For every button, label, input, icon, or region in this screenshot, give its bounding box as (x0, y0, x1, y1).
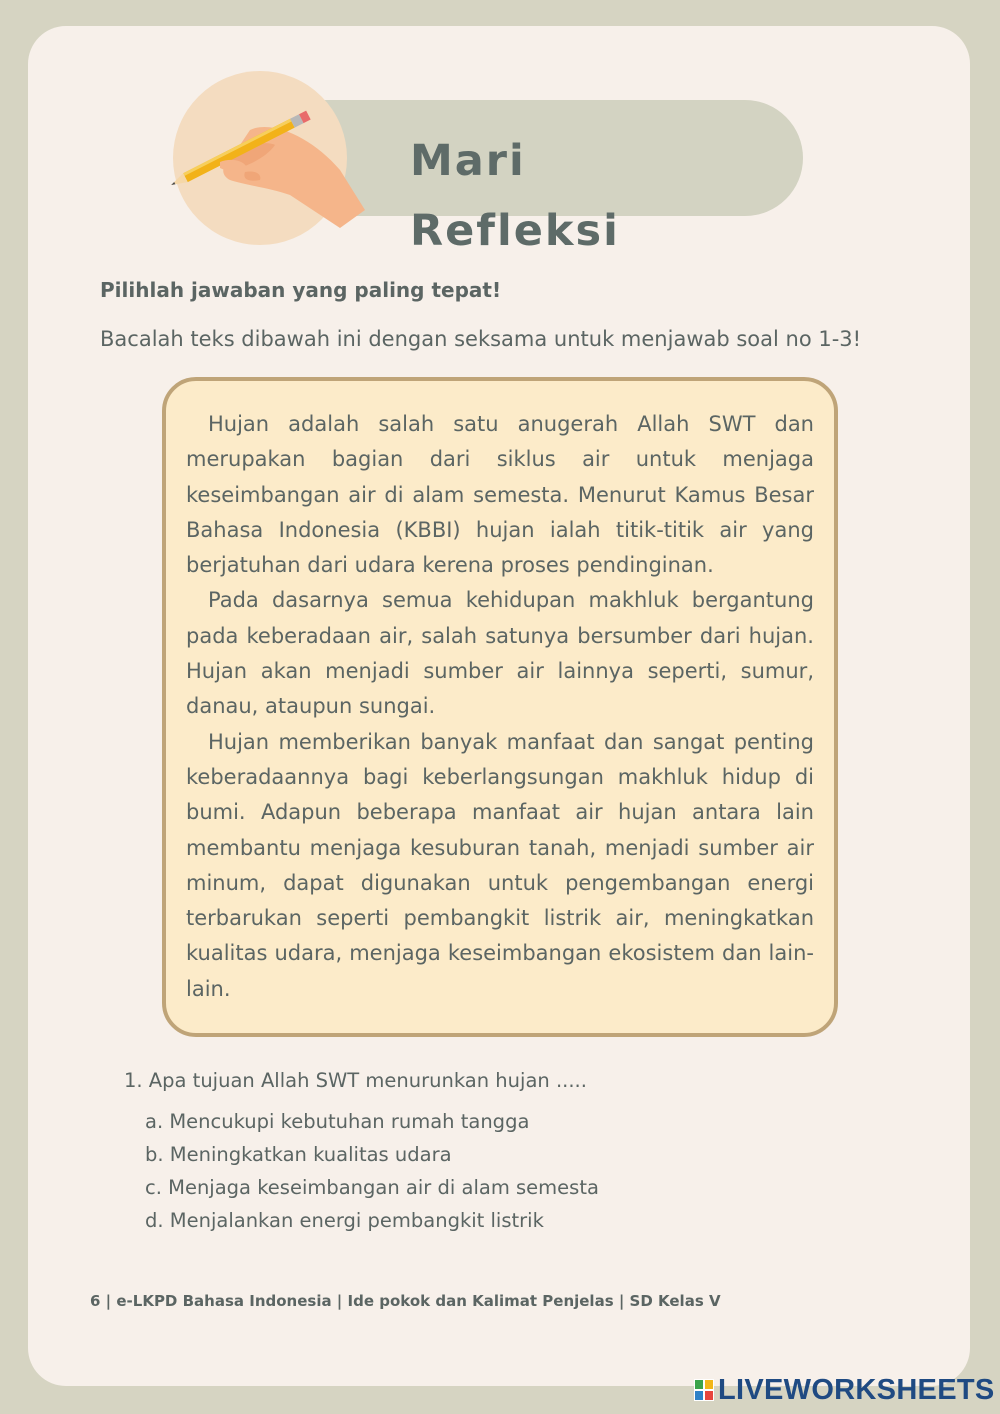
liveworksheets-brand[interactable] (694, 1370, 995, 1410)
logo-square (694, 1379, 704, 1390)
hand-writing-with-pencil-icon (150, 100, 370, 240)
page-footer: 6 | e-LKPD Bahasa Indonesia | Ide pokok dan Kalimat Penjelas | SD Kelas V (90, 1292, 721, 1310)
brand-name: LIVEWORKSHEETS (718, 1373, 995, 1406)
logo-square (694, 1390, 704, 1401)
liveworksheets-logo-icon (694, 1379, 714, 1401)
page-title: Mari Refleksi (410, 136, 620, 256)
instruction-text: Pilihlah jawaban yang paling tepat! (100, 278, 502, 302)
reading-passage-box (162, 377, 838, 1037)
answer-option-b[interactable]: b. Meningkatkan kualitas udara (145, 1143, 452, 1166)
question-text: 1. Apa tujuan Allah SWT menurunkan hujan ..... (124, 1069, 587, 1092)
answer-option-c[interactable]: c. Menjaga keseimbangan air di alam semesta (145, 1176, 599, 1199)
answer-option-a[interactable]: a. Mencukupi kebutuhan rumah tangga (145, 1110, 530, 1133)
answer-options (145, 1105, 599, 1237)
subinstruction-text: Bacalah teks dibawah ini dengan seksama untuk menjawab soal no 1-3! (100, 327, 862, 351)
logo-square (704, 1379, 714, 1390)
logo-square (704, 1390, 714, 1401)
reading-paragraph: Pada dasarnya semua kehidupan makhluk bergantung pada keberadaan air, salah satunya bersumber dari hujan. Hujan akan menjadi sumber air lainnya seperti, sumur, danau, ataupun sungai. (186, 588, 814, 719)
reading-paragraph: Hujan adalah salah satu anugerah Allah SWT dan merupakan bagian dari siklus air untuk menjaga keseimbangan air di alam semesta. Menurut Kamus Besar Bahasa Indonesia (KBBI) hujan ialah titik-titik air yang berjatuhan dari udara kerena proses pendinginan. (186, 412, 814, 578)
reading-paragraph: Hujan memberikan banyak manfaat dan sangat penting keberadaannya bagi keberlangsungan makhluk hidup di bumi. Adapun beberapa manfaat air hujan antara lain membantu menjaga kesuburan tanah, menjadi sumber air minum, dapat digunakan untuk pengembangan energi terbarukan seperti pembangkit listrik air, meningkatkan kualitas udara, menjaga keseimbangan ekosistem dan lain-lain. (186, 729, 814, 1001)
answer-option-d[interactable]: d. Menjalankan energi pembangkit listrik (145, 1209, 544, 1232)
